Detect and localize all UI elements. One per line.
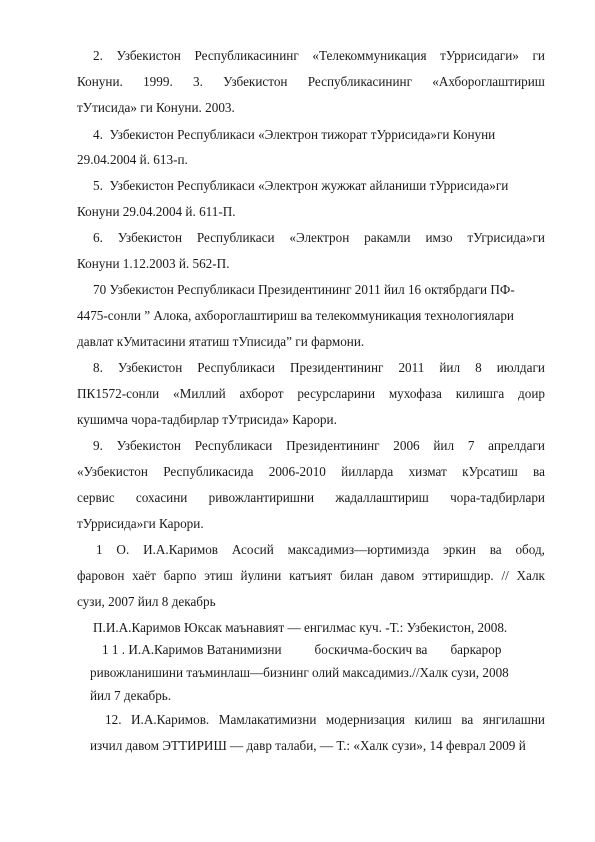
word: Республикасининг (194, 48, 299, 63)
word: «Электрон (289, 230, 350, 245)
word: 2011 (398, 360, 425, 375)
word: 12. (105, 712, 122, 727)
reference-10-line-2: ривожланишини таъминлаш—бизнинг олий максадимиз.//Халк сузи, 2008 (90, 665, 509, 680)
reference-11-line-1 (105, 712, 545, 728)
word: килишга (455, 386, 505, 401)
reference-4-line-1 (93, 230, 545, 246)
word: 2006 (393, 438, 420, 453)
word: йулини (240, 568, 282, 583)
reference-9-line-1: П.И.А.Каримов Юксак маънавият — енгилмас куч. -Т.: Узбекистон, 2008. (93, 620, 508, 635)
word: катъият (289, 568, 333, 583)
word: Республикаси (197, 360, 275, 375)
word: хаёт (132, 568, 156, 583)
word: И.А.Каримов (143, 542, 219, 557)
word: «Ахбороглаштириш (432, 74, 545, 89)
word: чора-тадбирлари (450, 490, 545, 505)
word: «Миллий (173, 386, 226, 401)
word: Асосий (231, 542, 274, 557)
word: тУгрисида»ги (467, 230, 545, 245)
word: Узбекистон (117, 360, 183, 375)
word: // (501, 568, 509, 583)
reference-7-line-2 (77, 464, 545, 480)
word: тУррисидаги» (440, 48, 519, 63)
word: кУрсатиш (462, 464, 518, 479)
word: 9. (93, 438, 103, 453)
word: килиш (414, 712, 452, 727)
word: 1999. (143, 74, 173, 89)
word: Узбекистон (117, 230, 183, 245)
word: доир (518, 386, 545, 401)
word: 1 (96, 542, 103, 557)
word: 8 (475, 360, 482, 375)
reference-5-line-2: 4475-сонли ” Алока, ахбороглаштириш ва телекоммуникация технологиялари (77, 308, 514, 323)
reference-2-line-2: 29.04.2004 й. 613-п. (77, 152, 188, 167)
word: Узбекистон (116, 48, 181, 63)
word: жадаллаштириш (335, 490, 429, 505)
word: «Телекоммуникация (312, 48, 427, 63)
word: 8. (93, 360, 103, 375)
reference-11-line-2: изчил давом ЭТТИРИШ — давр талаби, — Т.: «Халк сузи», 14 феврал 2009 й (90, 738, 526, 753)
word: ривожлантиришни (208, 490, 315, 505)
word: максадимиз—юртимизда (287, 542, 430, 557)
word: апрелдаги (488, 438, 545, 453)
reference-6-line-1 (93, 360, 545, 376)
word: этиш (204, 568, 233, 583)
word: ахборот (239, 386, 284, 401)
word: 6. (93, 230, 103, 245)
word: ва (533, 464, 545, 479)
word: Конуни. (77, 74, 123, 89)
word: эттиришдир. (422, 568, 494, 583)
reference-4-line-2: Конуни 1.12.2003 й. 562-П. (77, 256, 230, 271)
word: янгилашни (482, 712, 545, 727)
word: Узбекистон (223, 74, 288, 89)
reference-6-line-2 (77, 386, 545, 402)
reference-1-line-3: тУтисида» ги Конуни. 2003. (77, 100, 235, 115)
word: Халк (516, 568, 545, 583)
word: ПК1572-сонли (77, 386, 160, 401)
word: йилларда (341, 464, 394, 479)
reference-5-line-1: 70 Узбекистон Республикаси Президентининг 2011 йил 16 октябрдаги ПФ- (93, 282, 515, 297)
word: «Узбекистон (77, 464, 148, 479)
reference-1-line-1 (93, 48, 545, 64)
word: Республикаси (196, 230, 275, 245)
reference-6-line-3: кушимча чора-тадбирлар тУтрисида» Карори. (77, 412, 337, 427)
word: мухофаза (388, 386, 442, 401)
reference-10-line-3: йил 7 декабрь. (90, 688, 172, 703)
word: имзо (425, 230, 453, 245)
reference-7-line-1 (93, 438, 545, 454)
reference-8-line-1 (96, 542, 545, 558)
word: 7 (467, 438, 475, 453)
reference-7-line-4: тУррисида»ги Карори. (77, 516, 204, 531)
word: 3. (193, 74, 203, 89)
word: обод, (515, 542, 545, 557)
word: Республикаси (194, 438, 273, 453)
word: Республикасининг (307, 74, 413, 89)
reference-7-line-3 (77, 490, 545, 506)
word: Президентининг (290, 360, 384, 375)
word: ги (532, 48, 545, 63)
word: йил (439, 360, 461, 375)
word: О. (116, 542, 130, 557)
reference-2-line-1: 4. Узбекистон Республикаси «Электрон тижорат тУррисида»ги Конуни (93, 127, 496, 142)
word: йил (433, 438, 455, 453)
word: давом (380, 568, 415, 583)
reference-8-line-2 (77, 568, 545, 584)
word: июлдаги (496, 360, 545, 375)
word: Президентининг (286, 438, 380, 453)
reference-8-line-3: сузи, 2007 йил 8 декабрь (77, 594, 216, 609)
word: Мамлакатимизни (218, 712, 317, 727)
word: И.А.Каримов. (131, 712, 210, 727)
word: барпо (163, 568, 197, 583)
reference-3-line-2: Конуни 29.04.2004 й. 611-П. (77, 204, 236, 219)
word: модернизация (325, 712, 405, 727)
word: Узбекистон (116, 438, 181, 453)
word: ресурсларини (297, 386, 376, 401)
word: ва (461, 712, 474, 727)
reference-1-line-2 (77, 74, 545, 90)
word: 2. (93, 48, 103, 63)
word: сервис (77, 490, 115, 505)
word: билан (339, 568, 374, 583)
reference-5-line-3: давлат кУмитасини ятатиш тУписида” ги фармони. (77, 334, 365, 349)
word: ва (489, 542, 502, 557)
word: Республикасида (163, 464, 254, 479)
word: фаровон (77, 568, 125, 583)
word: эркин (443, 542, 476, 557)
word: хизмат (408, 464, 447, 479)
reference-10-line-1: 1 1 . И.А.Каримов Ватанимизни боскичма-боскич ва баркарор (102, 642, 502, 657)
word: сохасини (135, 490, 188, 505)
reference-3-line-1: 5. Узбекистон Республикаси «Электрон жужжат айланиши тУррисида»ги (93, 178, 509, 193)
word: ракамли (364, 230, 411, 245)
word: 2006-2010 (268, 464, 326, 479)
